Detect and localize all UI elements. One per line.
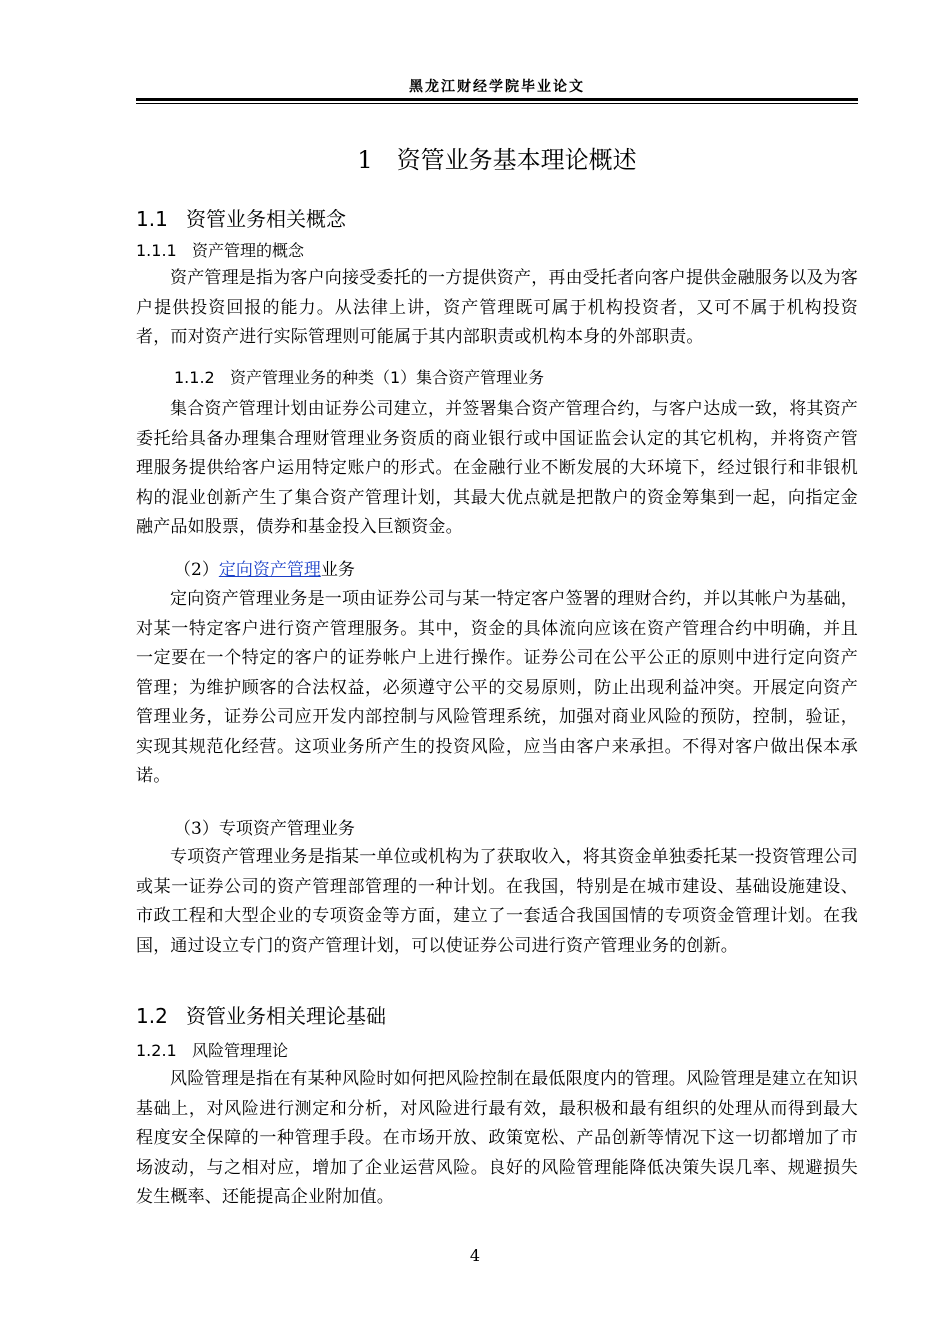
subsection-heading-1-1-1 [136,238,304,261]
subsection-number: 1.2.1 [136,1041,177,1060]
header-rule-thick [136,98,858,101]
subsection-title: 风险管理理论 [192,1041,289,1060]
item-directed-asset-management [174,555,355,580]
paragraph-asset-management-concept: 资产管理是指为客户向接受委托的一方提供资产，再由受托者向客户提供金融服务以及为客户提供投资回报的能力。从法律上讲，资产管理既可属于机构投资者，又可不属于机构投资者，而对资产进行实际管理则可能属于其内部职责或机构本身的外部职责。 [136,268,858,347]
header-rule-thin [136,103,858,104]
chapter-heading [136,140,858,175]
item-special-asset-management: （3）专项资产管理业务 [174,819,355,839]
subsection-title: 资产管理的概念 [192,241,305,260]
section-title: 资管业务相关概念 [186,207,346,231]
chapter-title: 资管业务基本理论概述 [396,146,637,174]
item-suffix: 业务 [320,560,355,580]
subsection-number: 1.1.2 [174,368,215,387]
section-heading-1-1 [136,203,346,232]
section-title: 资管业务相关理论基础 [186,1004,386,1028]
running-header: 黑龙江财经学院毕业论文 [409,79,585,95]
directed-asset-management-link[interactable]: 定向资产管理 [218,560,321,580]
subsection-number: 1.1.1 [136,241,177,260]
section-number: 1.1 [136,207,168,231]
section-heading-1-2 [136,1000,386,1029]
page-number: 4 [469,1246,481,1265]
subsection-heading-1-2-1 [136,1038,288,1061]
section-number: 1.2 [136,1004,168,1028]
paragraph-special-asset-management: 专项资产管理业务是指某一单位或机构为了获取收入，将其资金单独委托某一投资管理公司或某一证券公司的资产管理部管理的一种计划。在我国，特别是在城市建设、基础设施建设、市政工程和大型企业的专项资金等方面，建立了一套适合我国国情的专项资金管理计划。在我国，通过设立专门的资产管理计划，可以使证券公司进行资产管理业务的创新。 [136,847,858,956]
chapter-number: 1 [357,146,373,174]
paragraph-risk-management-theory: 风险管理是指在有某种风险时如何把风险控制在最低限度内的管理。风险管理是建立在知识基础上，对风险进行测定和分析，对风险进行最有效，最积极和最有组织的处理从而得到最大程度安全保障的一种管理手段。在市场开放、政策宽松、产品创新等情况下这一切都增加了市场波动，与之相对应，增加了企业运营风险。良好的风险管理能降低决策失误几率、规避损失发生概率、还能提高企业附加值。 [136,1069,858,1207]
subsection-title: 资产管理业务的种类（1）集合资产管理业务 [230,368,545,387]
item-prefix: （2） [174,560,219,580]
paragraph-collective-asset-management: 集合资产管理计划由证券公司建立，并签署集合资产管理合约，与客户达成一致，将其资产委托给具备办理集合理财管理业务资质的商业银行或中国证监会认定的其它机构，并将资产管理服务提供给客户运用特定账户的形式。在金融行业不断发展的大环境下，经过银行和非银机构的混业创新产生了集合资产管理计划，其最大优点就是把散户的资金筹集到一起，向指定金融产品如股票，债券和基金投入巨额资金。 [136,399,858,537]
paragraph-directed-asset-management: 定向资产管理业务是一项由证券公司与某一特定客户签署的理财合约，并以其帐户为基础，对某一特定客户进行资产管理服务。其中，资金的具体流向应该在资产管理合约中明确，并且一定要在一个特定的客户的证券帐户上进行操作。证券公司在公平公正的原则中进行定向资产管理；为维护顾客的合法权益，必须遵守公平的交易原则，防止出现利益冲突。开展定向资产管理业务，证券公司应开发内部控制与风险管理系统，加强对商业风险的预防，控制，验证，实现其规范化经营。这项业务所产生的投资风险，应当由客户来承担。不得对客户做出保本承诺。 [136,589,858,786]
subsection-heading-1-1-2 [174,365,544,388]
